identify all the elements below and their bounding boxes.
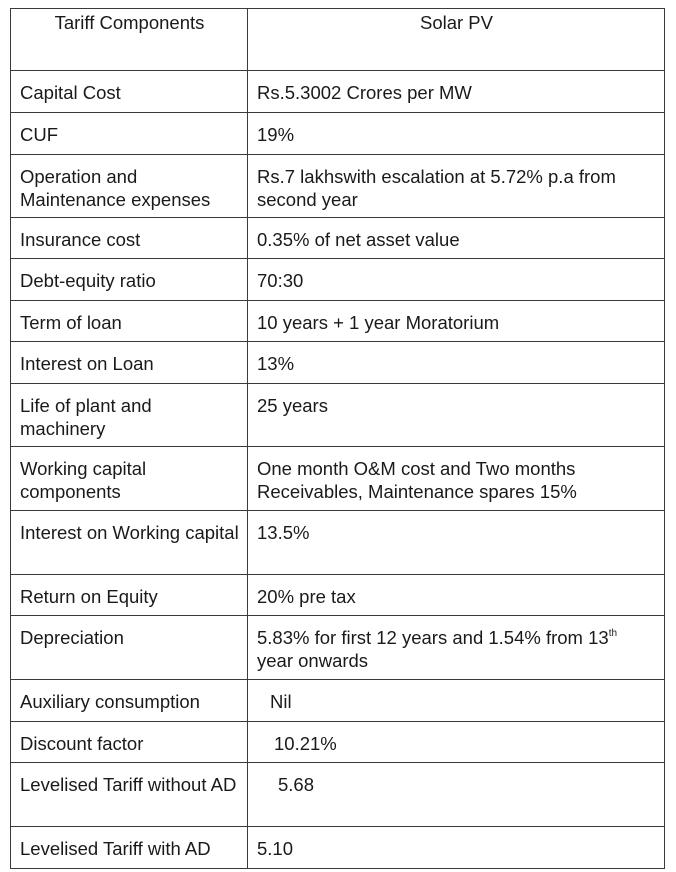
- component-cell: Debt-equity ratio: [11, 259, 248, 301]
- table-row: [11, 511, 665, 575]
- table-row: [11, 113, 665, 155]
- value-cell: 10 years + 1 year Moratorium: [248, 301, 665, 342]
- table-row: [11, 447, 665, 511]
- component-cell: Operation and Maintenance expenses: [11, 155, 248, 218]
- component-cell: Return on Equity: [11, 575, 248, 616]
- value-cell: Nil: [248, 680, 665, 722]
- tariff-table: [10, 8, 665, 869]
- component-cell: Interest on Working capital: [11, 511, 248, 575]
- value-cell: 70:30: [248, 259, 665, 301]
- value-cell: 19%: [248, 113, 665, 155]
- component-cell: Life of plant and machinery: [11, 384, 248, 447]
- table-header-row: [11, 9, 665, 71]
- component-cell: Levelised Tariff with AD: [11, 827, 248, 869]
- table-row: [11, 763, 665, 827]
- value-cell: One month O&M cost and Two months Receivables, Maintenance spares 15%: [248, 447, 665, 511]
- value-cell: 20% pre tax: [248, 575, 665, 616]
- component-cell: Interest on Loan: [11, 342, 248, 384]
- header-tariff-components: Tariff Components: [11, 9, 248, 71]
- table-row: [11, 342, 665, 384]
- value-cell: 5.68: [248, 763, 665, 827]
- component-cell: Insurance cost: [11, 218, 248, 259]
- component-cell: Auxiliary consumption: [11, 680, 248, 722]
- table-row: [11, 575, 665, 616]
- table-row: [11, 616, 665, 680]
- table-row: [11, 71, 665, 113]
- depreciation-text-tail: year onwards: [257, 650, 369, 671]
- component-cell: Levelised Tariff without AD: [11, 763, 248, 827]
- table-row: [11, 301, 665, 342]
- table-row: [11, 827, 665, 869]
- table-row: [11, 259, 665, 301]
- value-cell: 0.35% of net asset value: [248, 218, 665, 259]
- component-cell: Depreciation: [11, 616, 248, 680]
- value-cell: 13.5%: [248, 511, 665, 575]
- value-cell: Rs.5.3002 Crores per MW: [248, 71, 665, 113]
- table-row: [11, 155, 665, 218]
- value-cell: [248, 616, 665, 680]
- header-solar-pv: Solar PV: [248, 9, 665, 71]
- depreciation-text: 5.83% for first 12 years and 1.54% from 13: [257, 627, 609, 648]
- value-cell: 5.10: [248, 827, 665, 869]
- table-row: [11, 218, 665, 259]
- value-cell: 25 years: [248, 384, 665, 447]
- value-cell: 13%: [248, 342, 665, 384]
- component-cell: CUF: [11, 113, 248, 155]
- table-row: [11, 384, 665, 447]
- component-cell: Discount factor: [11, 722, 248, 763]
- component-cell: Term of loan: [11, 301, 248, 342]
- table-row: [11, 722, 665, 763]
- value-cell: 10.21%: [248, 722, 665, 763]
- value-cell: Rs.7 lakhswith escalation at 5.72% p.a from second year: [248, 155, 665, 218]
- component-cell: Capital Cost: [11, 71, 248, 113]
- component-cell: Working capital components: [11, 447, 248, 511]
- table-row: [11, 680, 665, 722]
- ordinal-suffix: th: [608, 628, 618, 639]
